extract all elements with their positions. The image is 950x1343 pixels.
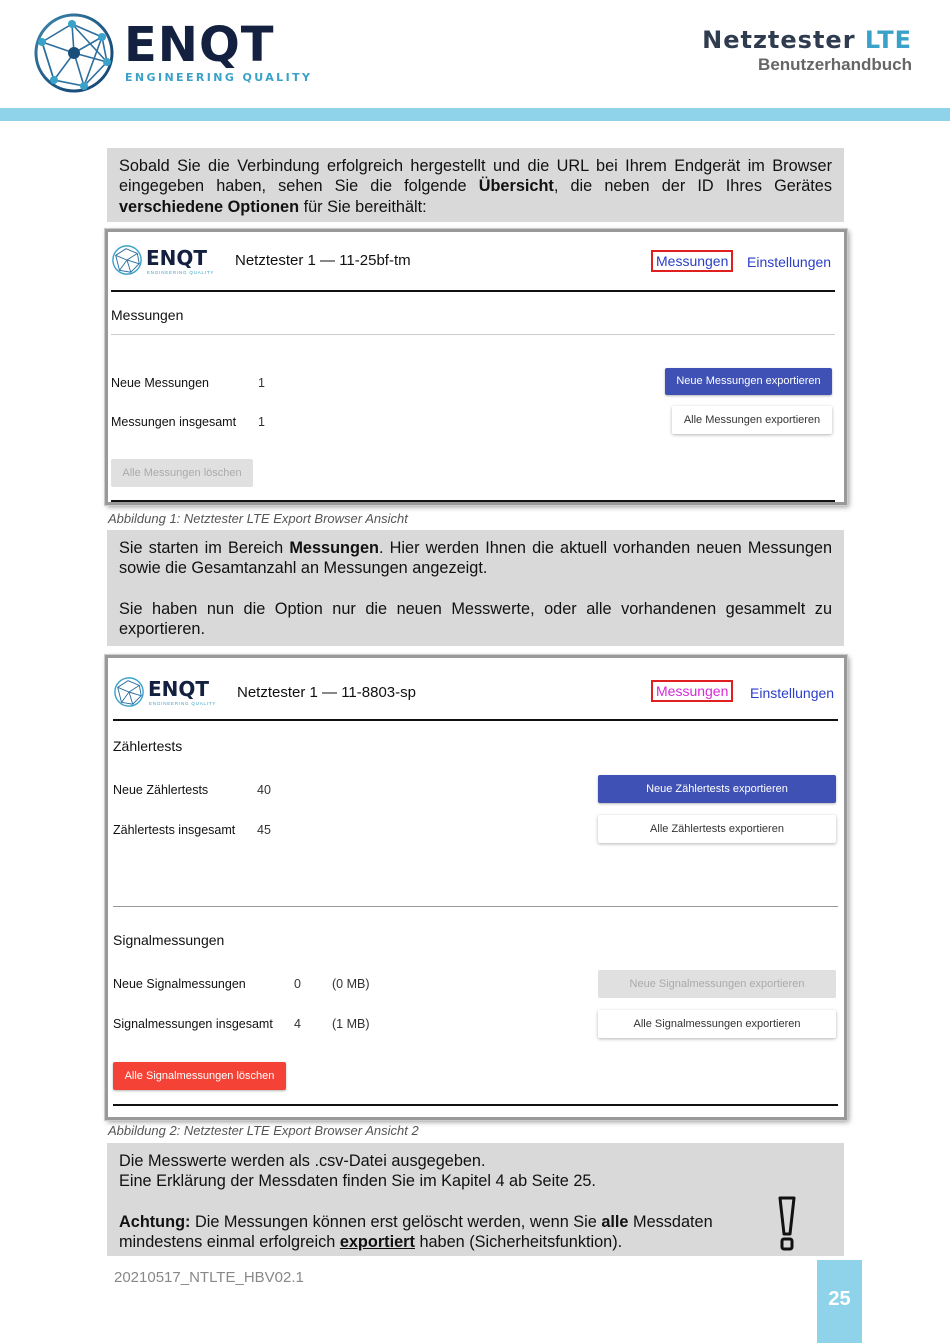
export-new-measurements-button[interactable]: Neue Messungen exportieren: [665, 368, 832, 395]
exclamation-warning-icon: [775, 1196, 799, 1252]
value-total-signal-measurements: 4: [294, 1017, 301, 1031]
description-text-box: Sie starten im Bereich Messungen. Hier werden Ihnen die aktuell vorhanden neuen Messungen sowie die Gesamtanzahl an Messungen angezeigt. Sie haben nun die Option nur die neuen Messwerte, oder alle vorhandenen gesammelt zu exportieren.: [107, 530, 844, 646]
document-title: Netztester LTE: [702, 26, 912, 54]
label-total-measurements: Messungen insgesamt: [111, 415, 237, 429]
section-rule: [113, 906, 838, 907]
size-new-signal-measurements: (0 MB): [332, 977, 370, 991]
figure-caption-1: Abbildung 1: Netztester LTE Export Browser Ansicht: [108, 511, 408, 526]
device-title: Netztester 1 — 11-25bf-tm: [235, 252, 411, 269]
document-subtitle: Benutzerhandbuch: [758, 55, 912, 74]
page-number: 25: [817, 1260, 862, 1343]
note-text-box: Die Messwerte werden als .csv-Datei ausgegeben. Eine Erklärung der Messdaten finden Sie im Kapitel 4 ab Seite 25. Achtung: Die Messungen können erst gelöscht werden, wenn Sie alle Messdaten mindestens einmal erfolgreich exportiert haben (Sicherheitsfunktion).: [107, 1143, 844, 1256]
enqt-globe-logo: [32, 12, 116, 94]
export-all-counter-tests-button[interactable]: Alle Zählertests exportieren: [598, 815, 836, 843]
delete-all-signal-measurements-button[interactable]: Alle Signalmessungen löschen: [113, 1062, 286, 1090]
label-total-counter-tests: Zählertests insgesamt: [113, 823, 236, 837]
label-new-signal-measurements: Neue Signalmessungen: [113, 977, 246, 991]
section-title-counter-tests: Zählertests: [113, 738, 183, 754]
mini-logo-subtitle: ENGINEERING QUALITY: [147, 270, 215, 275]
screenshot-export-view-2: [105, 655, 847, 1120]
screenshot-export-view-1: [105, 229, 847, 505]
export-all-signal-measurements-button[interactable]: Alle Signalmessungen exportieren: [598, 1010, 836, 1038]
size-total-signal-measurements: (1 MB): [332, 1017, 370, 1031]
label-new-measurements: Neue Messungen: [111, 376, 209, 390]
export-all-measurements-button[interactable]: Alle Messungen exportieren: [672, 406, 832, 434]
export-new-counter-tests-button[interactable]: Neue Zählertests exportieren: [598, 775, 836, 803]
logo-wordmark: ENQT: [124, 17, 275, 73]
export-new-signal-measurements-button[interactable]: Neue Signalmessungen exportieren: [598, 970, 836, 998]
footer-rule: [113, 1104, 838, 1106]
section-title-signal-measurements: Signalmessungen: [113, 932, 225, 948]
intro-text-box: Sobald Sie die Verbindung erfolgreich hergestellt und die URL bei Ihrem Endgerät im Browser eingegeben haben, sehen Sie die folgende Übersicht, die neben der ID Ihres Gerätes verschiedene Optionen für Sie bereithält:: [107, 148, 844, 222]
value-new-counter-tests: 40: [257, 783, 271, 797]
value-new-measurements: 1: [258, 376, 265, 390]
mini-globe-icon: [111, 244, 143, 276]
value-total-counter-tests: 45: [257, 823, 271, 837]
mini-logo-wordmark: ENQT: [148, 677, 210, 701]
nav-settings[interactable]: Einstellungen: [750, 685, 835, 701]
figure-caption-2: Abbildung 2: Netztester LTE Export Browser Ansicht 2: [108, 1123, 419, 1138]
section-title-measurements: Messungen: [111, 307, 184, 323]
mini-globe-icon: [113, 676, 145, 708]
value-new-signal-measurements: 0: [294, 977, 301, 991]
logo-subtitle: ENGINEERING QUALITY: [125, 71, 313, 84]
label-total-signal-measurements: Signalmessungen insgesamt: [113, 1017, 273, 1031]
section-rule: [111, 334, 835, 335]
footer-rule: [111, 500, 835, 502]
label-new-counter-tests: Neue Zählertests: [113, 783, 209, 797]
header-divider-bar: [0, 108, 950, 121]
value-total-measurements: 1: [258, 415, 265, 429]
header-rule: [111, 290, 835, 292]
mini-logo-wordmark: ENQT: [146, 246, 208, 270]
document-code: 20210517_NTLTE_HBV02.1: [114, 1269, 304, 1286]
nav-measurements[interactable]: Messungen: [651, 250, 733, 272]
device-title: Netztester 1 — 11-8803-sp: [237, 684, 416, 701]
delete-all-measurements-button[interactable]: Alle Messungen löschen: [111, 459, 253, 487]
header-rule: [113, 719, 838, 721]
nav-measurements[interactable]: Messungen: [651, 680, 733, 702]
nav-settings[interactable]: Einstellungen: [747, 254, 832, 270]
mini-logo-subtitle: ENGINEERING QUALITY: [149, 701, 217, 706]
